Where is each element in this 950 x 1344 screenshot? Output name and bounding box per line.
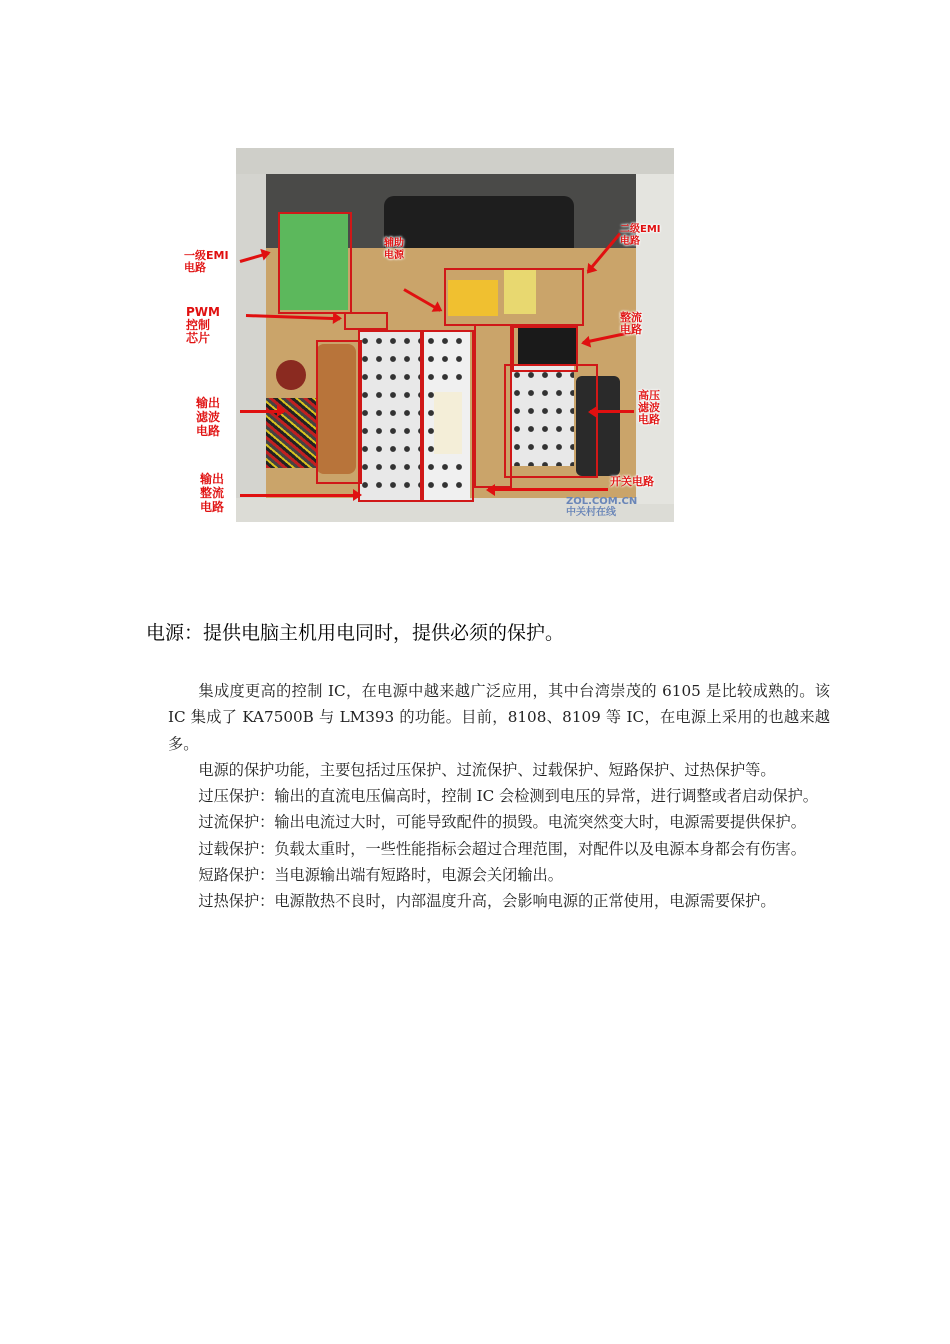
label-hv-filter: 高压 滤波 电路 <box>638 389 660 426</box>
paragraph: 过载保护：负载太重时，一些性能指标会超过合理范围，对配件以及电源本身都会有伤害。 <box>198 839 806 858</box>
label-pwm-chip: PWM 控制 芯片 <box>186 305 220 345</box>
psu-photo <box>236 148 674 522</box>
paragraph: 集成度更高的控制 IC，在电源中越来越广泛应用，其中台湾崇茂的 6105 是比较成熟的。该 IC 集成了 KA7500B 与 LM393 的功能。目前，8108、8109 等 IC，在电源上采用的也越来越多。 <box>168 682 830 753</box>
label-output-filter: 输出 滤波 电路 <box>196 396 221 438</box>
label-secondary-emi: 二级EMI 电路 <box>620 224 661 247</box>
paragraph: 过热保护：电源散热不良时，内部温度升高，会影响电源的正常使用，电源需要保护。 <box>198 892 776 911</box>
label-switch-circuit: 开关电路 <box>610 475 654 488</box>
page-caption: 电源：提供电脑主机用电同时，提供必须的保护。 <box>146 622 565 644</box>
label-output-rectifier: 输出 整流 电路 <box>200 472 225 514</box>
zol-watermark: ZOL.COM.CN 中关村在线 <box>566 496 638 518</box>
paragraph: 过压保护：输出的直流电压偏高时，控制 IC 会检测到电压的异常，进行调整或者启动保护。 <box>198 787 818 806</box>
label-rectifier: 整流 电路 <box>620 311 642 336</box>
label-primary-emi: 一级EMI 电路 <box>184 249 229 274</box>
scanned-text-block <box>168 678 830 915</box>
paragraph: 短路保护：当电源输出端有短路时，电源会关闭输出。 <box>198 866 563 885</box>
paragraph: 电源的保护功能，主要包括过压保护、过流保护、过载保护、短路保护、过热保护等。 <box>198 760 776 779</box>
paragraph: 过流保护：输出电流过大时，可能导致配件的损毁。电流突然变大时，电源需要提供保护。 <box>198 813 806 832</box>
label-aux-power: 辅助 电源 <box>384 238 404 261</box>
